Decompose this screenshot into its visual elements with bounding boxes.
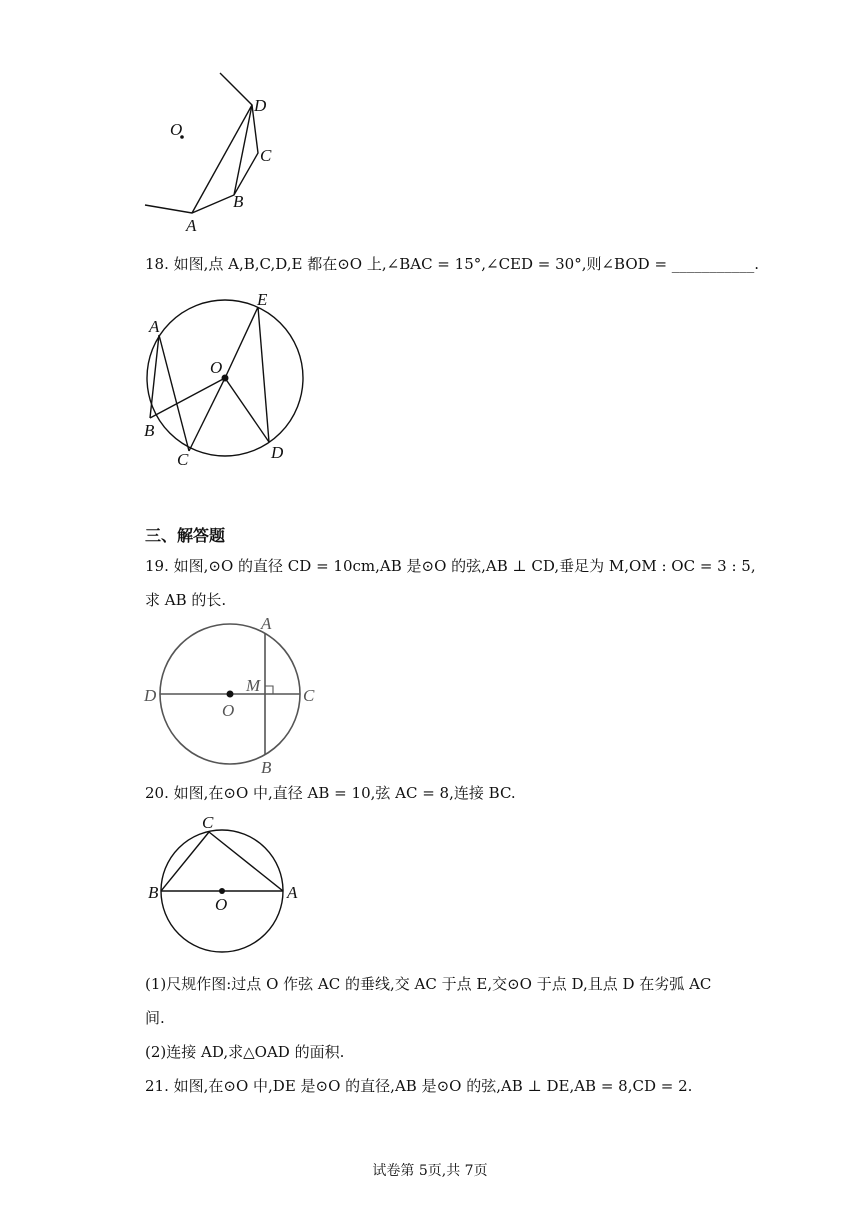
label-A: A	[261, 614, 272, 633]
label-A: A	[287, 883, 298, 902]
label-C: C	[260, 146, 272, 165]
label-A: A	[149, 317, 160, 336]
label-B: B	[144, 421, 155, 440]
chord-CA	[209, 832, 283, 891]
label-C: C	[202, 813, 214, 832]
label-E: E	[257, 290, 268, 309]
label-O: O	[222, 701, 235, 720]
segment-OE	[225, 307, 258, 378]
figure-q18	[140, 285, 315, 465]
page-footer: 试卷第 5页,共 7页	[372, 1163, 488, 1179]
question-20-part1-line2: 间.	[145, 1009, 165, 1027]
section-title: 三、解答题	[145, 526, 226, 545]
segment-AB	[150, 335, 159, 418]
label-B: B	[148, 883, 159, 902]
right-angle-mark	[265, 686, 273, 694]
segment-BD	[234, 105, 252, 195]
label-D: D	[144, 686, 157, 705]
question-19-line1: 19. 如图,⊙O 的直径 CD = 10cm,AB 是⊙O 的弦,AB ⊥ CD,垂足为 M,OM : OC = 3 : 5,	[145, 557, 756, 575]
center-point-O	[227, 691, 234, 698]
segment-AC	[159, 335, 189, 451]
label-O: O	[215, 895, 228, 914]
segment-CO	[189, 378, 225, 451]
label-B: B	[233, 192, 244, 211]
question-18-text: 18. 如图,点 A,B,C,D,E 都在⊙O 上,∠BAC = 15°,∠CED = 30°,则∠BOD = ___________.	[145, 255, 760, 273]
question-21-text: 21. 如图,在⊙O 中,DE 是⊙O 的直径,AB 是⊙O 的弦,AB ⊥ DE,AB = 8,CD = 2.	[145, 1077, 693, 1095]
label-D: D	[254, 96, 267, 115]
figure-q20	[140, 812, 310, 957]
segment-OD	[225, 378, 269, 442]
label-M: M	[246, 676, 261, 695]
label-O: O	[210, 358, 223, 377]
question-20-text: 20. 如图,在⊙O 中,直径 AB = 10,弦 AC = 8,连接 BC.	[145, 784, 516, 802]
segment-BO	[150, 378, 225, 418]
label-A: A	[186, 216, 197, 235]
figure-q19	[140, 612, 330, 780]
label-B: B	[261, 758, 272, 777]
figure-q17	[140, 65, 300, 240]
center-point-O	[219, 888, 225, 894]
label-D: D	[271, 443, 284, 462]
segment-ED	[258, 307, 269, 442]
question-19-line2: 求 AB 的长.	[145, 591, 227, 609]
center-point-O	[222, 375, 229, 382]
label-C: C	[303, 686, 315, 705]
question-20-part1-line1: (1)尺规作图:过点 O 作弦 AC 的垂线,交 AC 于点 E,交⊙O 于点 D,且点 D 在劣弧 AC	[145, 975, 712, 993]
label-O: O	[170, 120, 183, 139]
label-C: C	[177, 450, 189, 465]
question-20-part2: (2)连接 AD,求△OAD 的面积.	[145, 1043, 345, 1061]
